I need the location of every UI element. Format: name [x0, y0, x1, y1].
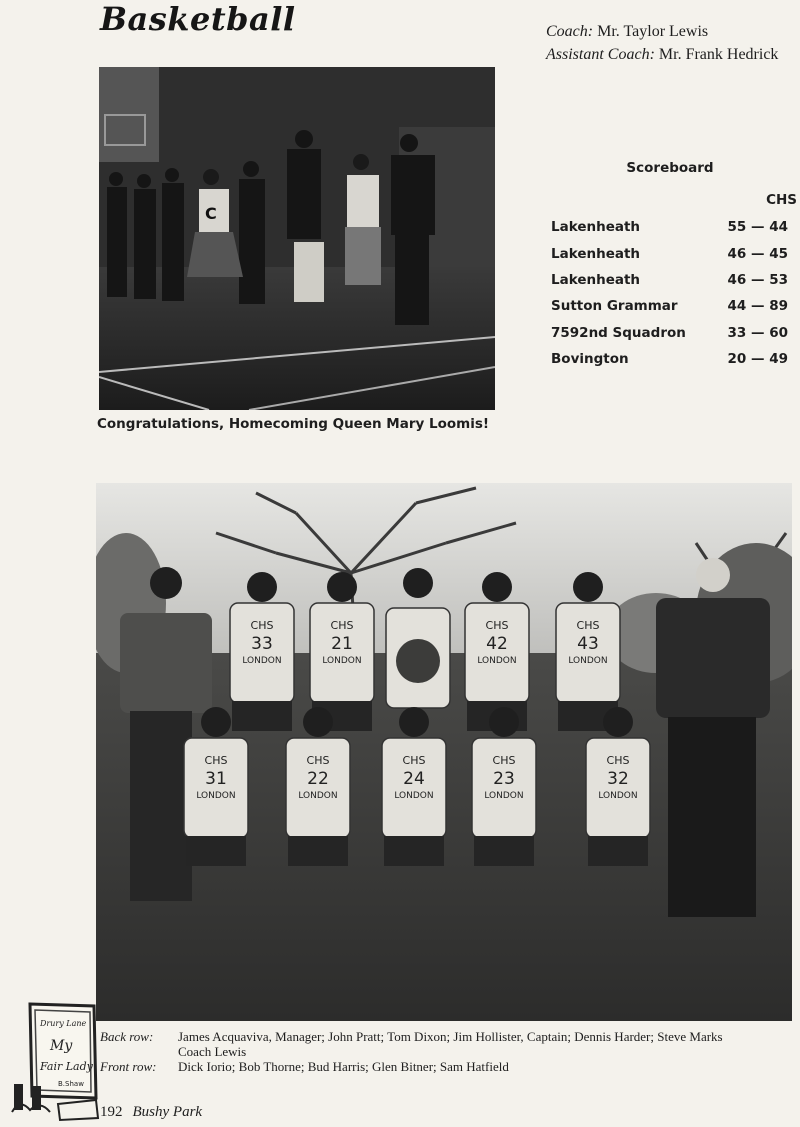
jersey-chs-text: CHS	[204, 754, 228, 767]
front-row-caption	[100, 1059, 795, 1074]
bottle-icon	[14, 1084, 23, 1110]
scoreboard	[551, 160, 799, 372]
score: 55 — 44	[727, 219, 788, 236]
score-row	[551, 267, 799, 293]
assistant-coach-label: Assistant Coach:	[546, 46, 655, 63]
sticker-line-2: My	[50, 1038, 73, 1054]
score: 44 — 89	[727, 298, 788, 315]
team-photo	[96, 483, 792, 1021]
page-number: 192	[100, 1104, 123, 1120]
jersey-number: 33	[251, 634, 273, 654]
sticker-line-3: Fair Lady	[40, 1060, 93, 1073]
jersey-london-text: LONDON	[196, 791, 236, 801]
assistant-coach-line	[546, 43, 778, 66]
jersey-chs-text: CHS	[250, 619, 274, 632]
jersey-london-text: LONDON	[484, 791, 524, 801]
jersey-chs-text: CHS	[492, 754, 516, 767]
jersey-number: 22	[307, 769, 329, 789]
jersey-number: 42	[486, 634, 508, 654]
score-row	[551, 214, 799, 240]
coach-line	[546, 20, 778, 43]
score: 46 — 53	[727, 271, 788, 288]
score-row	[551, 320, 799, 346]
coach-label: Coach:	[546, 23, 594, 40]
score-row	[551, 346, 799, 372]
back-row-label: Back row:	[100, 1029, 154, 1044]
opponent: Lakenheath	[551, 271, 641, 288]
jersey-chs-text: CHS	[330, 619, 354, 632]
scoreboard-title: Scoreboard	[626, 160, 714, 176]
scoreboard-team-header: CHS	[766, 192, 797, 208]
roster-captions	[100, 1029, 795, 1074]
homecoming-photo-art	[99, 67, 495, 410]
jersey-london-text: LONDON	[477, 656, 517, 666]
score-row	[551, 293, 799, 319]
jersey-number: 21	[331, 634, 353, 654]
jersey-number: 32	[607, 769, 629, 789]
jersey-london-text: LONDON	[568, 656, 608, 666]
page-title: Basketball	[100, 0, 296, 38]
jersey-number: 24	[403, 769, 425, 789]
coach-credits	[546, 20, 778, 66]
front-row-label: Front row:	[100, 1059, 157, 1074]
jersey-number: 31	[205, 769, 227, 789]
jersey-chs-text: CHS	[306, 754, 330, 767]
opponent: Sutton Grammar	[551, 298, 678, 315]
opponent: Bovington	[551, 351, 629, 368]
jersey-london-text: LONDON	[598, 791, 638, 801]
bottle-icon	[32, 1086, 41, 1110]
back-row-names-block	[178, 1029, 795, 1059]
score: 46 — 45	[727, 245, 788, 262]
coach-figure	[656, 558, 770, 917]
homecoming-photo	[99, 67, 495, 410]
jersey-number: 43	[577, 634, 599, 654]
sticker-signature: B.Shaw	[58, 1080, 84, 1088]
jersey-london-text: LONDON	[242, 656, 282, 666]
opponent: 7592nd Squadron	[551, 324, 686, 341]
score: 33 — 60	[727, 324, 788, 341]
jersey-number: 23	[493, 769, 515, 789]
coach-name: Mr. Taylor Lewis	[597, 23, 709, 40]
jersey-letter: C	[205, 204, 217, 223]
jersey-london-text: LONDON	[322, 656, 362, 666]
sticker-line-1: Drury Lane	[40, 1019, 87, 1028]
jersey-chs-text: CHS	[576, 619, 600, 632]
back-row-names: James Acquaviva, Manager; John Pratt; Tom Dixon; Jim Hollister, Captain; Dennis Harder; Steve Marks	[178, 1029, 723, 1044]
my-fair-lady-sticker	[10, 1000, 100, 1122]
book-title: Bushy Park	[132, 1104, 203, 1120]
jersey-chs-text: CHS	[402, 754, 426, 767]
jersey-chs-text: CHS	[606, 754, 630, 767]
homecoming-caption: Congratulations, Homecoming Queen Mary Loomis!	[97, 416, 490, 432]
opponent: Lakenheath	[551, 245, 641, 262]
score: 20 — 49	[727, 351, 788, 368]
front-row-names: Dick Iorio; Bob Thorne; Bud Harris; Glen Bitner; Sam Hatfield	[178, 1059, 509, 1074]
page-footer	[100, 1104, 202, 1121]
jersey-london-text: LONDON	[298, 791, 338, 801]
team-photo-art	[96, 483, 792, 1021]
back-row-coach: Coach Lewis	[178, 1044, 247, 1059]
jersey-london-text: LONDON	[394, 791, 434, 801]
jersey-chs-text: CHS	[485, 619, 509, 632]
score-row	[551, 240, 799, 266]
opponent: Lakenheath	[551, 219, 641, 236]
back-row-caption	[100, 1029, 795, 1059]
assistant-coach-name: Mr. Frank Hedrick	[658, 46, 779, 63]
